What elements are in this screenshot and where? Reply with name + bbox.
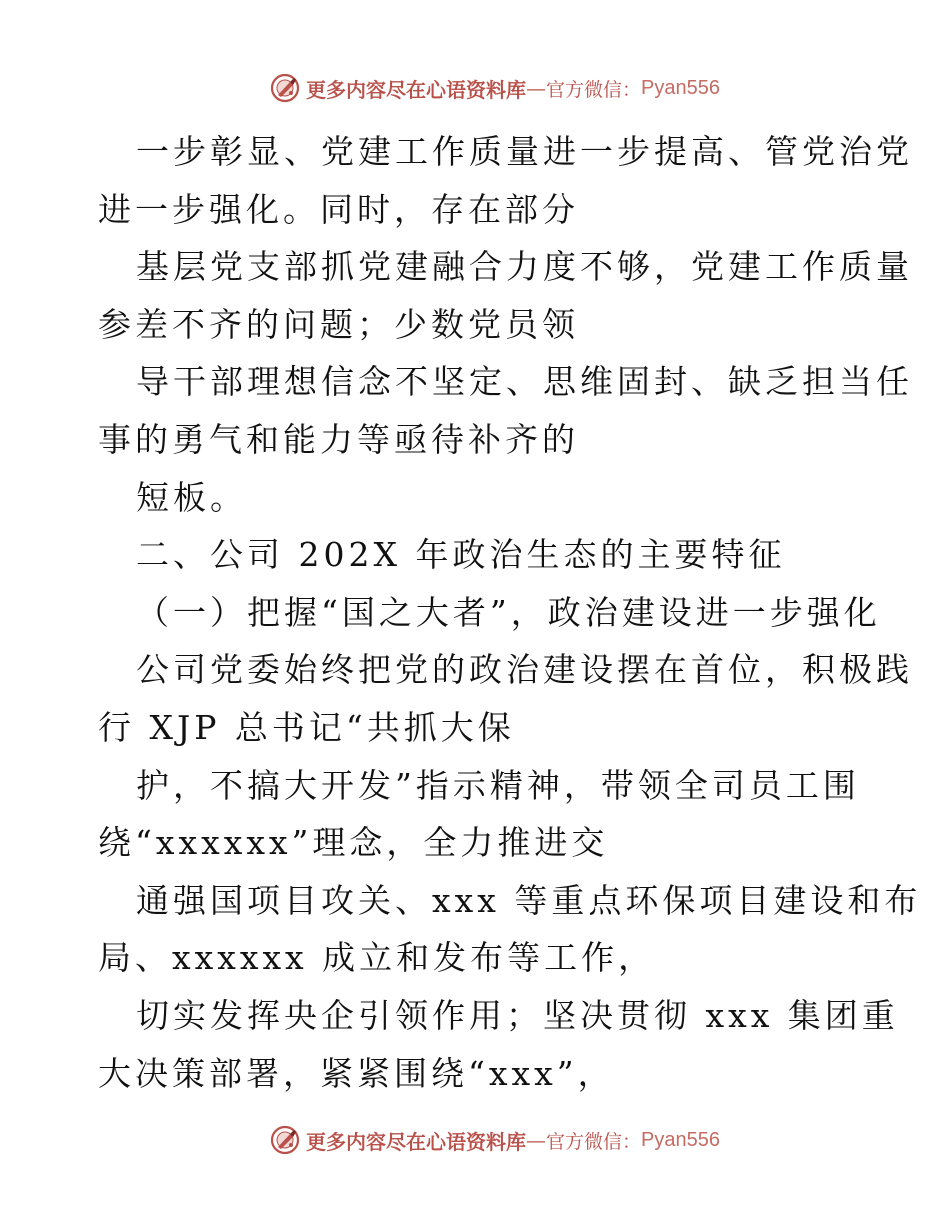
text-line: 参差不齐的问题；少数党员领	[98, 304, 579, 344]
watermark-wechat-id: Pyan556	[641, 76, 720, 99]
document-body	[98, 123, 922, 1102]
text-line: 护，不搞大开发”指示精神，带领全司员工围	[136, 765, 860, 805]
quill-pen-logo-icon	[270, 1125, 300, 1155]
subsection-heading: （一）把握“国之大者”，政治建设进一步强化	[136, 592, 881, 632]
quill-pen-logo-icon	[270, 73, 300, 103]
watermark-official-label: 官方微信：	[546, 78, 642, 101]
text-line: 短板。	[136, 477, 247, 517]
text-line: 一步彰显、党建工作质量进一步提高、管党治党	[136, 132, 913, 171]
text-line: 切实发挥央企引领作用；坚决贯彻 xxx 集团重	[136, 995, 899, 1035]
text-line: 公司党委始终把党的政治建设摆在首位，积极践	[136, 650, 913, 690]
watermark-official-label: 官方微信：	[546, 1130, 642, 1153]
watermark-header	[0, 70, 950, 106]
watermark-title: 更多内容尽在心语资料库	[306, 1129, 526, 1154]
text-line: 导干部理想信念不坚定、思维固封、缺乏担当任	[136, 362, 913, 402]
text-line: 行 XJP 总书记“共抓大保	[98, 707, 515, 747]
watermark-separator: —	[526, 1128, 546, 1152]
watermark-separator: —	[526, 76, 546, 100]
text-line: 大决策部署，紧紧围绕“xxx”，	[98, 1053, 615, 1093]
text-line: 绕“xxxxxx”理念，全力推进交	[98, 823, 609, 863]
text-line: 局、xxxxxx 成立和发布等工作，	[98, 938, 656, 978]
text-line: 事的勇气和能力等亟待补齐的	[98, 419, 579, 459]
watermark-wechat-id: Pyan556	[641, 1128, 720, 1151]
watermark-title: 更多内容尽在心语资料库	[306, 77, 526, 102]
text-line: 通强国项目攻关、xxx 等重点环保项目建设和布	[136, 880, 922, 920]
text-line: 基层党支部抓党建融合力度不够，党建工作质量	[136, 247, 913, 287]
text-line: 进一步强化。同时，存在部分	[98, 189, 579, 229]
watermark-footer	[0, 1122, 950, 1158]
section-heading: 二、公司 202X 年政治生态的主要特征	[136, 535, 786, 575]
